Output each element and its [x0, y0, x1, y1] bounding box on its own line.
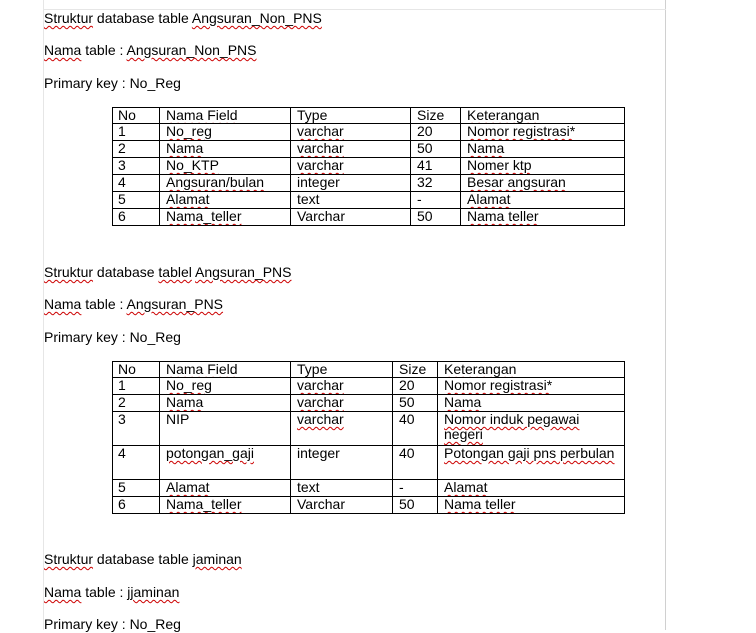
table-cell: 2 [113, 141, 160, 158]
table-cell: 50 [393, 395, 438, 412]
table-row [113, 378, 625, 395]
table-cell: integer [291, 446, 393, 480]
table-cell: NIP [160, 412, 291, 446]
column-header: Nama Field [160, 362, 291, 378]
table-header-row [113, 108, 625, 124]
section2-table-name: Nama table : Angsuran_PNS [44, 296, 224, 312]
table-cell: 6 [113, 497, 160, 514]
table-cell: Besar angsuran [461, 175, 625, 192]
column-header: Type [291, 108, 411, 124]
table-header-row [113, 362, 625, 378]
table-cell: 5 [113, 192, 160, 209]
table-cell: No_reg [160, 124, 291, 141]
table-row [113, 209, 625, 226]
table-row [113, 141, 625, 158]
table-cell: Nama [461, 141, 625, 158]
table-cell: No_reg [160, 378, 291, 395]
table-cell: Nomor induk pegawai negeri [438, 412, 625, 446]
table-cell: Nama_teller [160, 209, 291, 226]
table-cell: 41 [411, 158, 461, 175]
table-row [113, 412, 625, 446]
section1-table-name: Nama table : Angsuran_Non_PNS [44, 42, 257, 58]
column-header: No [113, 108, 160, 124]
column-header: Keterangan [461, 108, 625, 124]
table-cell: varchar [291, 378, 393, 395]
table-cell: 1 [113, 378, 160, 395]
table-cell: 40 [393, 412, 438, 446]
column-header: Nama Field [160, 108, 291, 124]
section1-primary-key: Primary key : No_Reg [44, 75, 181, 91]
table-cell: Nama_teller [160, 497, 291, 514]
column-header: Keterangan [438, 362, 625, 378]
table-cell: Alamat [461, 192, 625, 209]
page-right-edge [665, 0, 666, 630]
section1-heading: Struktur database table Angsuran_Non_PNS [44, 10, 322, 26]
table-cell: Alamat [438, 480, 625, 497]
table-cell: Nomer ktp [461, 158, 625, 175]
table-cell: Varchar [291, 497, 393, 514]
table-cell: Alamat [160, 480, 291, 497]
section3-table-name: Nama table : jjaminan [44, 584, 180, 600]
table-cell: 50 [411, 209, 461, 226]
table-cell: 1 [113, 124, 160, 141]
table-cell: varchar [291, 124, 411, 141]
table-cell: 4 [113, 175, 160, 192]
table-cell: 40 [393, 446, 438, 480]
column-header: Type [291, 362, 393, 378]
table-cell: Varchar [291, 209, 411, 226]
table-cell: - [411, 192, 461, 209]
table-cell: text [291, 480, 393, 497]
table-cell: 50 [393, 497, 438, 514]
section1-table [112, 107, 625, 226]
table-row [113, 446, 625, 480]
table-cell: Nama [438, 395, 625, 412]
column-header: No [113, 362, 160, 378]
table-cell: varchar [291, 395, 393, 412]
table-cell: No_KTP [160, 158, 291, 175]
table-cell: 50 [411, 141, 461, 158]
table-cell: 6 [113, 209, 160, 226]
page-left-edge [43, 0, 44, 630]
table-row [113, 158, 625, 175]
table-cell: integer [291, 175, 411, 192]
table-cell: Nama [160, 141, 291, 158]
column-header: Size [393, 362, 438, 378]
table-cell: varchar [291, 412, 393, 446]
section2-table [112, 361, 625, 514]
table-row [113, 497, 625, 514]
section3-primary-key: Primary key : No_Reg [44, 616, 181, 632]
table-row [113, 395, 625, 412]
table-cell: Nama teller [438, 497, 625, 514]
table-cell: potongan_gaji [160, 446, 291, 480]
section2-heading: Struktur database tablel Angsuran_PNS [44, 264, 292, 280]
table-cell: 2 [113, 395, 160, 412]
table-cell: 20 [393, 378, 438, 395]
table-cell: 3 [113, 412, 160, 446]
section2-primary-key: Primary key : No_Reg [44, 329, 181, 345]
table-cell: varchar [291, 141, 411, 158]
table-cell: 20 [411, 124, 461, 141]
table-cell: Alamat [160, 192, 291, 209]
table-cell: Nomor registrasi* [461, 124, 625, 141]
table-cell: Nama teller [461, 209, 625, 226]
table-cell: 3 [113, 158, 160, 175]
table-cell: 5 [113, 480, 160, 497]
table-row [113, 124, 625, 141]
table-row [113, 175, 625, 192]
table-cell: 32 [411, 175, 461, 192]
table-cell: varchar [291, 158, 411, 175]
table-row [113, 480, 625, 497]
table-cell: text [291, 192, 411, 209]
section3-heading: Struktur database table jaminan [44, 551, 242, 567]
table-cell: Angsuran/bulan [160, 175, 291, 192]
table-row [113, 192, 625, 209]
table-cell: 4 [113, 446, 160, 480]
table-cell: Nama [160, 395, 291, 412]
table-cell: - [393, 480, 438, 497]
column-header: Size [411, 108, 461, 124]
table-cell: Potongan gaji pns perbulan [438, 446, 625, 480]
table-cell: Nomor registrasi* [438, 378, 625, 395]
